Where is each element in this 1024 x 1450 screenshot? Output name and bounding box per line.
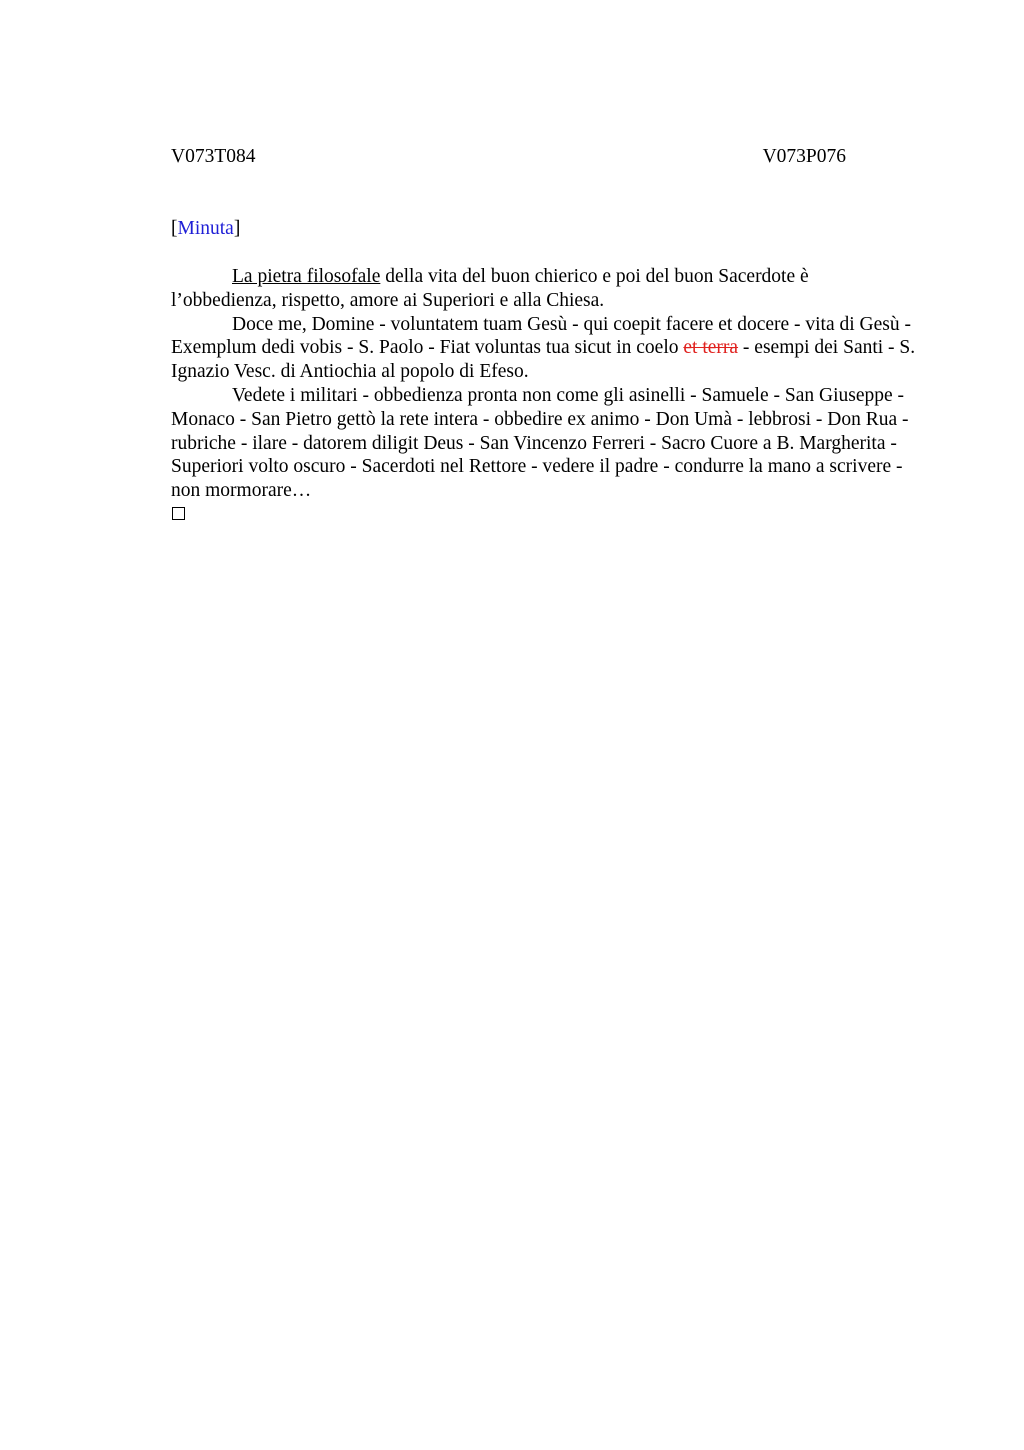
document-code-left: V073T084 [171, 146, 256, 167]
note-label: Minuta [177, 218, 234, 239]
empty-square-icon [172, 507, 185, 520]
note-open-bracket: [ [171, 218, 178, 239]
paragraph-2-before: Doce me, Domine - voluntatem tuam Gesù - qui coepit facere et docere - vita di Gesù - Exemplum dedi vobis - S. Paolo - Fiat voluntas tua sicut in coelo [171, 313, 911, 359]
draft-note [171, 218, 240, 240]
note-close-bracket: ] [233, 218, 241, 239]
document-header [171, 146, 846, 172]
document-body [171, 265, 916, 503]
document-code-right: V073P076 [762, 146, 846, 167]
paragraph-2-after: - esempi dei Santi - S. Ignazio Vesc. di Antiochia al popolo di Efeso. [171, 337, 916, 383]
struck-through-text: et terra [683, 337, 739, 359]
paragraph-1-rest: della vita del buon chierico e poi del buon Sacerdote è l’obbedienza, rispetto, amore ai Superiori e alla Chiesa. [171, 266, 809, 311]
paragraph-2 [171, 313, 916, 384]
paragraph-3: Vedete i militari - obbedienza pronta non come gli asinelli - Samuele - San Giuseppe - Monaco - San Pietro gettò la rete intera - obbedire ex animo - Don Umà - lebbrosi - Don Rua - rubriche - ilare - datorem diligit Deus - San Vincenzo Ferreri - Sacro Cuore a B. Margherita - Superiori volto oscuro - Sacerdoti nel Rettore - vedere il padre - condurre la mano a scrivere - non mormorare… [171, 384, 909, 502]
paragraph-1 [171, 265, 916, 313]
underlined-phrase: La pietra filosofale [232, 266, 381, 287]
